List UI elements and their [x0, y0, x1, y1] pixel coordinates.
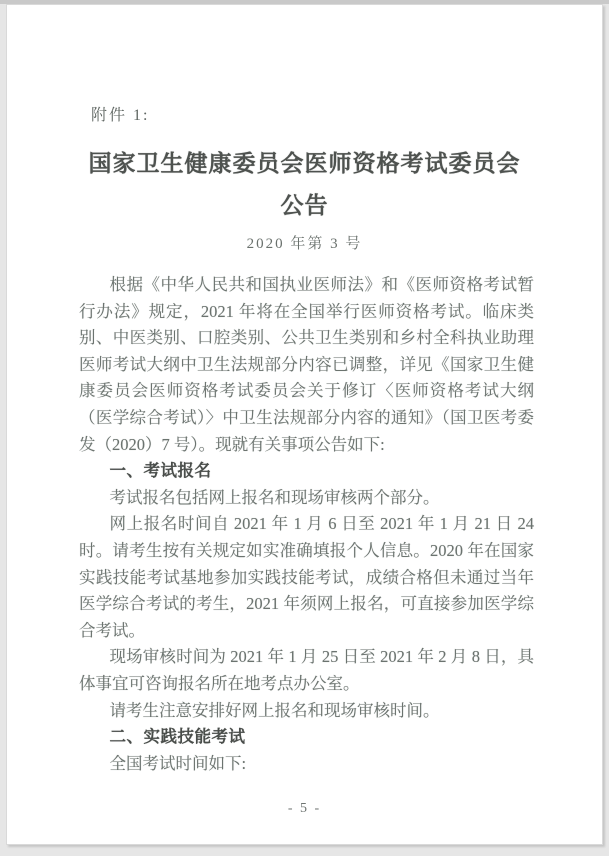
paragraph-schedule-reminder: 请考生注意安排好网上报名和现场审核时间。 — [109, 700, 440, 720]
document-title-line2: 公告 — [280, 193, 329, 218]
document-title — [7, 143, 602, 227]
scanned-page — [6, 4, 603, 845]
paragraph-registration-parts: 考试报名包括网上报名和现场审核两个部分。 — [109, 487, 440, 507]
paragraph-onsite-review-period: 现场审核时间为 2021 年 1 月 25 日至 2021 年 2 月 8 日，具体事宜可咨询报名所在地考点办公室。 — [79, 647, 534, 693]
document-number: 2020 年第 3 号 — [246, 236, 363, 252]
section-heading-practical-skills-exam: 二、实践技能考试 — [109, 728, 246, 747]
document-title-line1: 国家卫生健康委员会医师资格考试委员会 — [88, 151, 521, 176]
page-number: - 5 - — [287, 801, 322, 816]
paragraph-legal-basis: 根据《中华人民共和国执业医师法》和《医师资格考试暂行办法》规定，2021 年将在全国举行医师资格考试。临床类别、中医类别、口腔类别、公共卫生类别和乡村全科执业助理医师考试大纲中卫生法规部分内容已调整，详见《国家卫生健康委员会医师资格考试委员会关于修订〈医师资格考试大纲（医学综合考试）〉中卫生法规部分内容的通知》（国卫医考委发（2020）7 号）。现就有关事项公告如下: — [79, 275, 534, 454]
section-heading-exam-registration: 一、考试报名 — [109, 462, 212, 481]
attachment-label: 附件 1: — [91, 107, 150, 124]
document-body — [79, 272, 534, 777]
paragraph-national-exam-time-intro: 全国考试时间如下: — [109, 753, 247, 773]
paragraph-online-registration-period: 网上报名时间自 2021 年 1 月 6 日至 2021 年 1 月 21 日 24 时。请考生按有关规定如实准确填报个人信息。2020 年在国家实践技能考试基地参加实践技能考试，成绩合格但未通过当年医学综合考试的考生，2021 年须网上报名，可直接参加医学综合考试。 — [79, 514, 535, 640]
